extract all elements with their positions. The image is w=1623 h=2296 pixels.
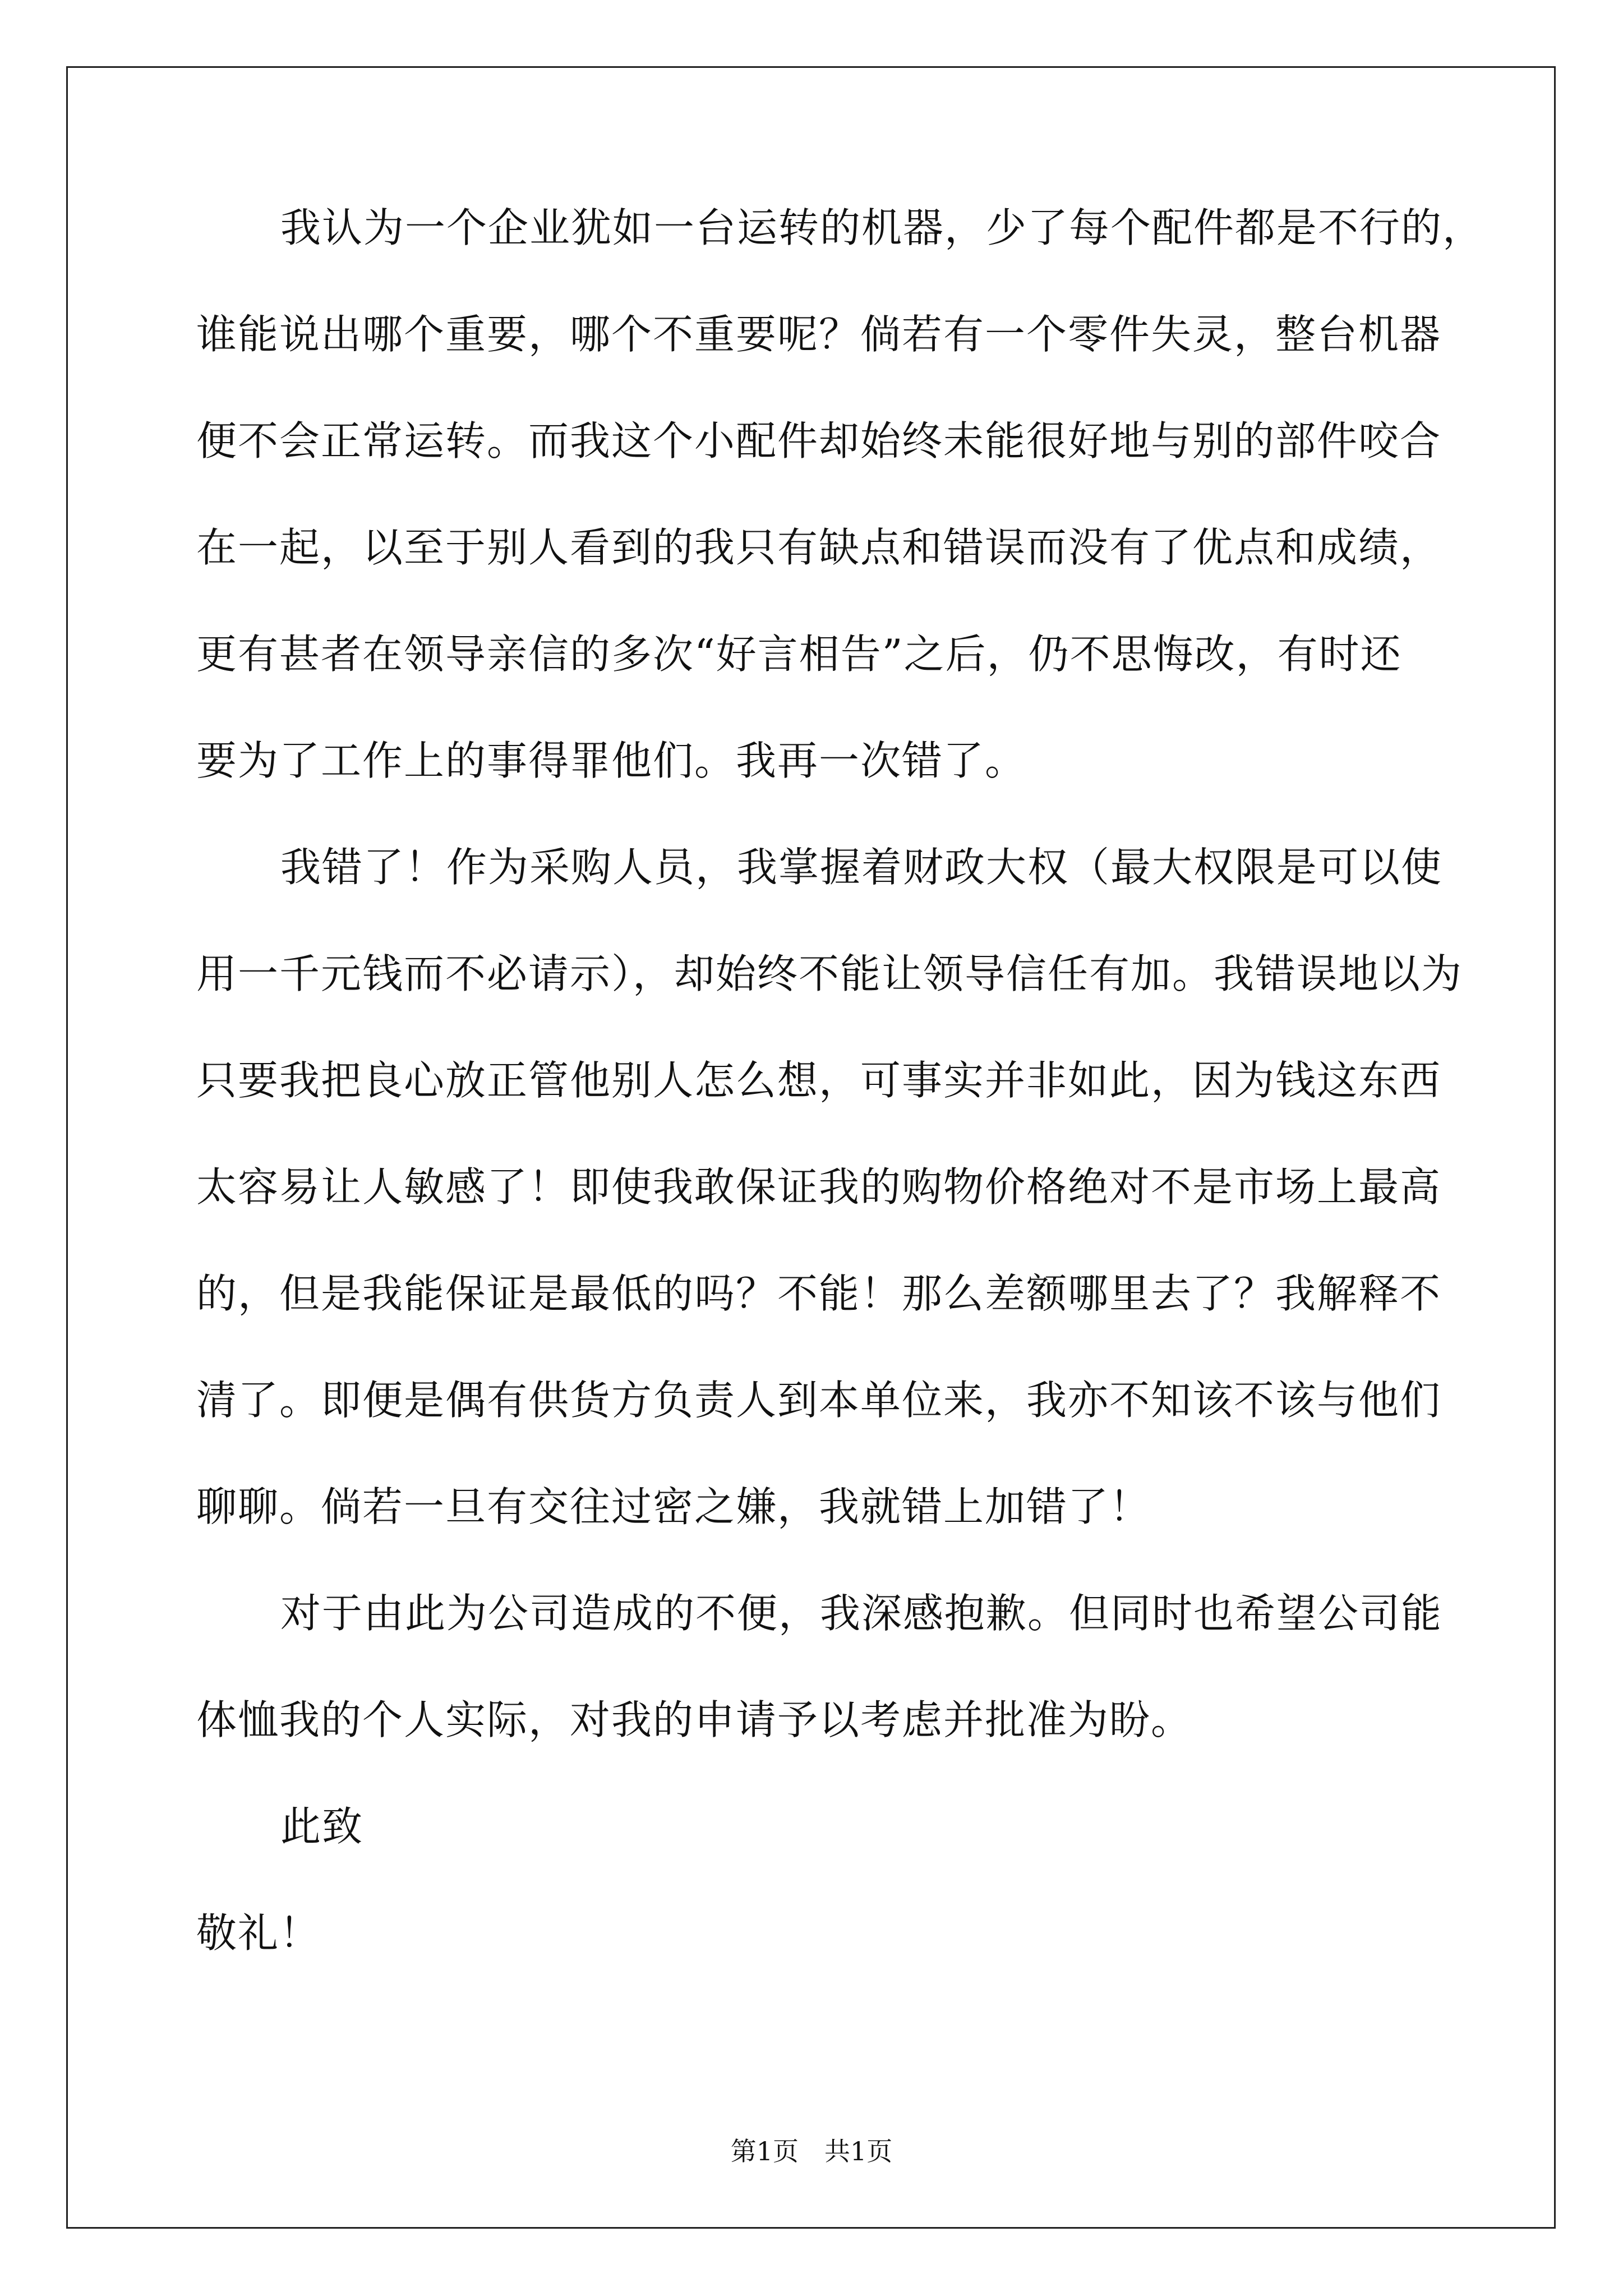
paragraph-line: 的，但是我能保证是最低的吗？不能！那么差额哪里去了？我解释不 (196, 1270, 1442, 1317)
document-body (196, 204, 1484, 1957)
paragraph-line: 便不会正常运转。而我这个小配件却始终未能很好地与别的部件咬合 (196, 417, 1442, 464)
paragraph-line: 我认为一个企业犹如一台运转的机器，少了每个配件都是不行的， (280, 204, 1484, 251)
paragraph-line: 聊聊。倘若一旦有交往过密之嫌，我就错上加错了！ (196, 1483, 1151, 1530)
paragraph-line: 在一起，以至于别人看到的我只有缺点和错误而没有了优点和成绩， (196, 524, 1442, 571)
paragraph-line: 清了。即便是偶有供货方负责人到本单位来，我亦不知该不该与他们 (196, 1377, 1442, 1424)
paragraph-line: 体恤我的个人实际，对我的申请予以考虑并批准为盼。 (196, 1696, 1193, 1743)
paragraph-line: 只要我把良心放正管他别人怎么想，可事实并非如此，因为钱这东西 (196, 1057, 1442, 1104)
paragraph-line: 谁能说出哪个重要，哪个不重要呢？倘若有一个零件失灵，整台机器 (196, 311, 1442, 358)
paragraph-line: 对于由此为公司造成的不便，我深感抱歉。但同时也希望公司能 (280, 1590, 1443, 1637)
closing-salutation: 此致 (280, 1803, 364, 1850)
paragraph-line: 更有甚者在领导亲信的多次“好言相告”之后，仍不思悔改，有时还 (196, 631, 1402, 678)
page-footer: 第1页 共1页 (730, 2136, 893, 2166)
paragraph-line: 要为了工作上的事得罪他们。我再一次错了。 (196, 737, 1027, 784)
paragraph-line: 我错了！作为采购人员，我掌握着财政大权（最大权限是可以使 (280, 844, 1443, 891)
paragraph-line: 用一千元钱而不必请示），却始终不能让领导信任有加。我错误地以为 (196, 950, 1463, 997)
closing-regards: 敬礼！ (196, 1910, 321, 1957)
paragraph-line: 太容易让人敏感了！即使我敢保证我的购物价格绝对不是市场上最高 (196, 1163, 1442, 1211)
